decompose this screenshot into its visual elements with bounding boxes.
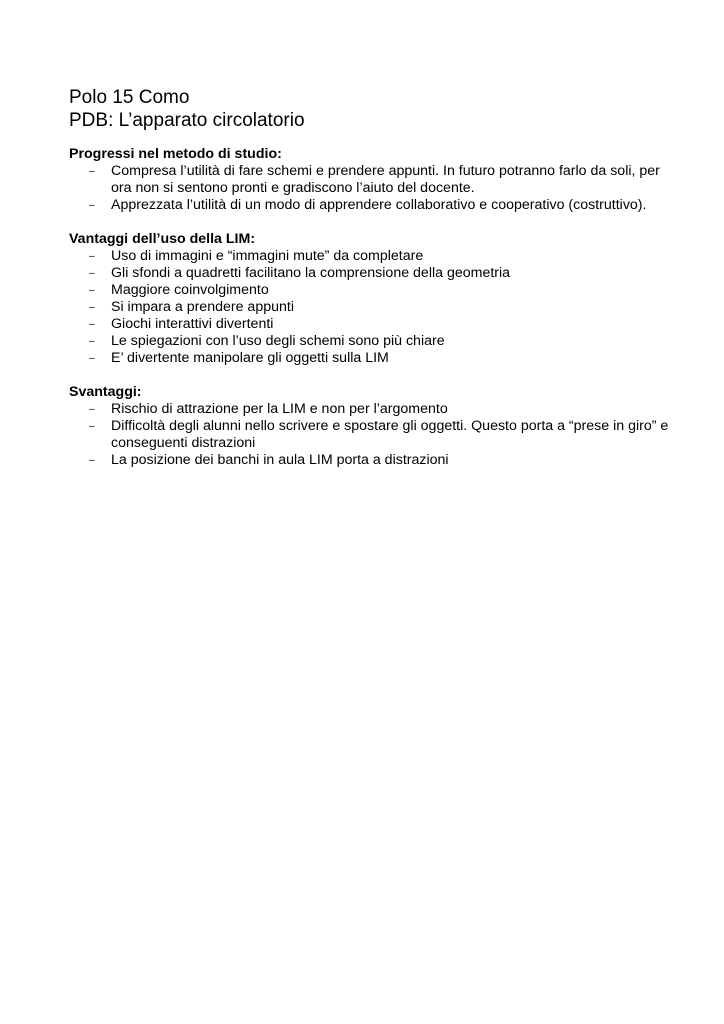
section-svantaggi (69, 384, 669, 469)
dash-bullet-icon: – (89, 302, 95, 313)
list-item-text: Rischio di attrazione per la LIM e non per l’argomento (111, 401, 448, 417)
dash-bullet-icon: – (89, 268, 95, 279)
list-item-text: Compresa l’utilità di fare schemi e prendere appunti. In futuro potranno farlo da soli, per ora non si sentono pronti e gradiscono l’aiuto del docente. (111, 163, 660, 196)
dash-bullet-icon: – (89, 404, 95, 415)
list-item-text: Maggiore coinvolgimento (111, 282, 269, 298)
list-item (69, 248, 669, 265)
list-item-text: Gli sfondi a quadretti facilitano la comprensione della geometria (111, 265, 511, 281)
dash-bullet-icon: – (89, 455, 95, 466)
list-item (69, 418, 669, 452)
list-item (69, 265, 669, 282)
section-heading: Vantaggi dell’uso della LIM: (69, 231, 256, 247)
dash-bullet-icon: – (89, 200, 95, 211)
list-item (69, 282, 669, 299)
list-item (69, 350, 669, 367)
list-item (69, 333, 669, 350)
list-item (69, 163, 669, 197)
list-item-text: Uso di immagini e “immagini mute” da completare (111, 248, 424, 264)
dash-bullet-icon: – (89, 336, 95, 347)
document-title-line-1: Polo 15 Como (69, 87, 190, 108)
list-item-text: E’ divertente manipolare gli oggetti sulla LIM (111, 350, 389, 366)
list-item-text: Le spiegazioni con l’uso degli schemi sono più chiare (111, 333, 445, 349)
dash-bullet-icon: – (89, 319, 95, 330)
dash-bullet-icon: – (89, 285, 95, 296)
list-item-text: Si impara a prendere appunti (111, 299, 294, 315)
section-heading: Svantaggi: (69, 384, 142, 400)
list-item (69, 299, 669, 316)
dash-bullet-icon: – (89, 251, 95, 262)
bullet-list (69, 163, 669, 214)
bullet-list (69, 248, 669, 367)
bullet-list (69, 401, 669, 469)
list-item (69, 452, 669, 469)
document-page (69, 86, 669, 469)
list-item-text: Difficoltà degli alunni nello scrivere e spostare gli oggetti. Questo porta a “prese in giro” e conseguenti distrazioni (111, 418, 669, 451)
list-item-text: Apprezzata l’utilità di un modo di apprendere collaborativo e cooperativo (costruttivo). (111, 197, 647, 213)
list-item-text: La posizione dei banchi in aula LIM porta a distrazioni (111, 452, 449, 468)
section-vantaggi (69, 231, 669, 367)
dash-bullet-icon: – (89, 353, 95, 364)
section-progressi (69, 146, 669, 214)
list-item-text: Giochi interattivi divertenti (111, 316, 274, 332)
list-item (69, 197, 669, 214)
document-title-line-2: PDB: L’apparato circolatorio (69, 110, 305, 131)
dash-bullet-icon: – (89, 166, 95, 177)
section-heading: Progressi nel metodo di studio: (69, 146, 282, 162)
list-item (69, 401, 669, 418)
dash-bullet-icon: – (89, 421, 95, 432)
list-item (69, 316, 669, 333)
